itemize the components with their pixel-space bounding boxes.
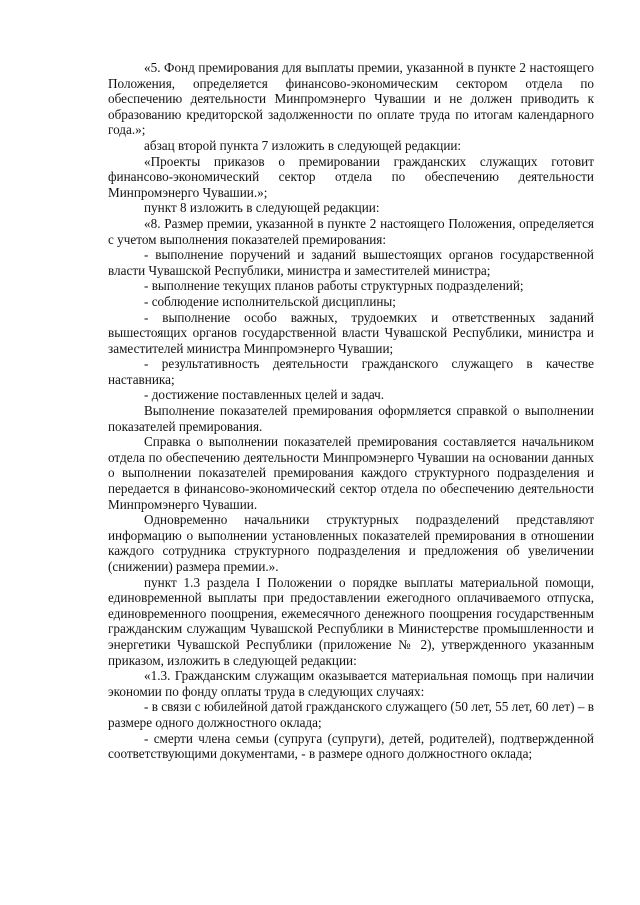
paragraph-item13-instruction: пункт 1.3 раздела I Положении о порядке выплаты материальной помощи, единовременной выплаты при предоставлении ежегодного оплачиваемого отпуска, единовременного поощрения, ежемесячного денежного поощрения государственным гражданским служащим Чувашской Республики в Министерстве промышленности и энергетики Чувашской Республики (приложение № 2), утвержденного указанным приказом, изложить в следующей редакции: [108, 574, 594, 668]
paragraph-fund-premium: «5. Фонд премирования для выплаты премии, указанной в пункте 2 настоящего Положения, определяется финансово-экономическим сектором отдела по обеспечению деятельности Минпромэнерго Чувашии и не должен приводить к образованию кредиторской задолженности по оплате труда по итогам календарного года.»; [108, 60, 594, 138]
paragraph-draft-orders: «Проекты приказов о премировании гражданских служащих готовит финансово-экономический сектор отдела по обеспечению деятельности Минпромэнерго Чувашии.»; [108, 153, 594, 200]
list-item-anniversary: - в связи с юбилейной датой гражданского служащего (50 лет, 55 лет, 60 лет) – в размере одного должностного оклада; [108, 699, 594, 730]
paragraph-premium-size: «8. Размер премии, указанной в пункте 2 настоящего Положения, определяется с учетом выполнения показателей премирования: [108, 215, 594, 247]
list-item-family-death: - смерти члена семьи (супруга (супруги), детей, родителей), подтвержденной соответствующими документами, - в размере одного должностного оклада; [108, 730, 594, 762]
list-item-mentoring: - результативность деятельности гражданского служащего в качестве наставника; [108, 356, 594, 387]
paragraph-heads-info: Одновременно начальники структурных подразделений представляют информацию о выполнении установленных показателей премирования в отношении каждого сотрудника структурного подразделения и предложения об увеличении (снижении) размера премии.». [108, 512, 594, 574]
paragraph-item8-instruction: пункт 8 изложить в следующей редакции: [144, 200, 380, 216]
list-item-plans: - выполнение текущих планов работы структурных подразделений; [144, 278, 524, 294]
list-item-discipline: - соблюдение исполнительской дисциплины; [144, 293, 396, 309]
paragraph-certificate-compile: Справка о выполнении показателей премирования составляется начальником отдела по обеспечению деятельности Минпромэнерго Чувашии на основании данных о выполнении показателей премирования каждого структурного подразделения и передается в финансово-экономический сектор отдела по обеспечению деятельности Минпромэнерго Чувашии. [108, 434, 594, 512]
paragraph-certificate: Выполнение показателей премирования оформляется справкой о выполнении показателей премирования. [108, 403, 594, 434]
paragraph-item7-instruction: абзац второй пункта 7 изложить в следующей редакции: [144, 137, 462, 153]
list-item-instructions: - выполнение поручений и заданий вышестоящих органов государственной власти Чувашской Республики, министра и заместителей министра; [108, 247, 594, 278]
document-page [108, 60, 594, 762]
list-item-goals: - достижение поставленных целей и задач. [144, 387, 385, 403]
list-item-important-tasks: - выполнение особо важных, трудоемких и ответственных заданий вышестоящих органов государственной власти Чувашской Республики, министра и заместителей министра Минпромэнерго Чувашии; [108, 309, 594, 356]
paragraph-material-aid: «1.3. Гражданским служащим оказывается материальная помощь при наличии экономии по фонду оплаты труда в следующих случаях: [108, 668, 594, 699]
